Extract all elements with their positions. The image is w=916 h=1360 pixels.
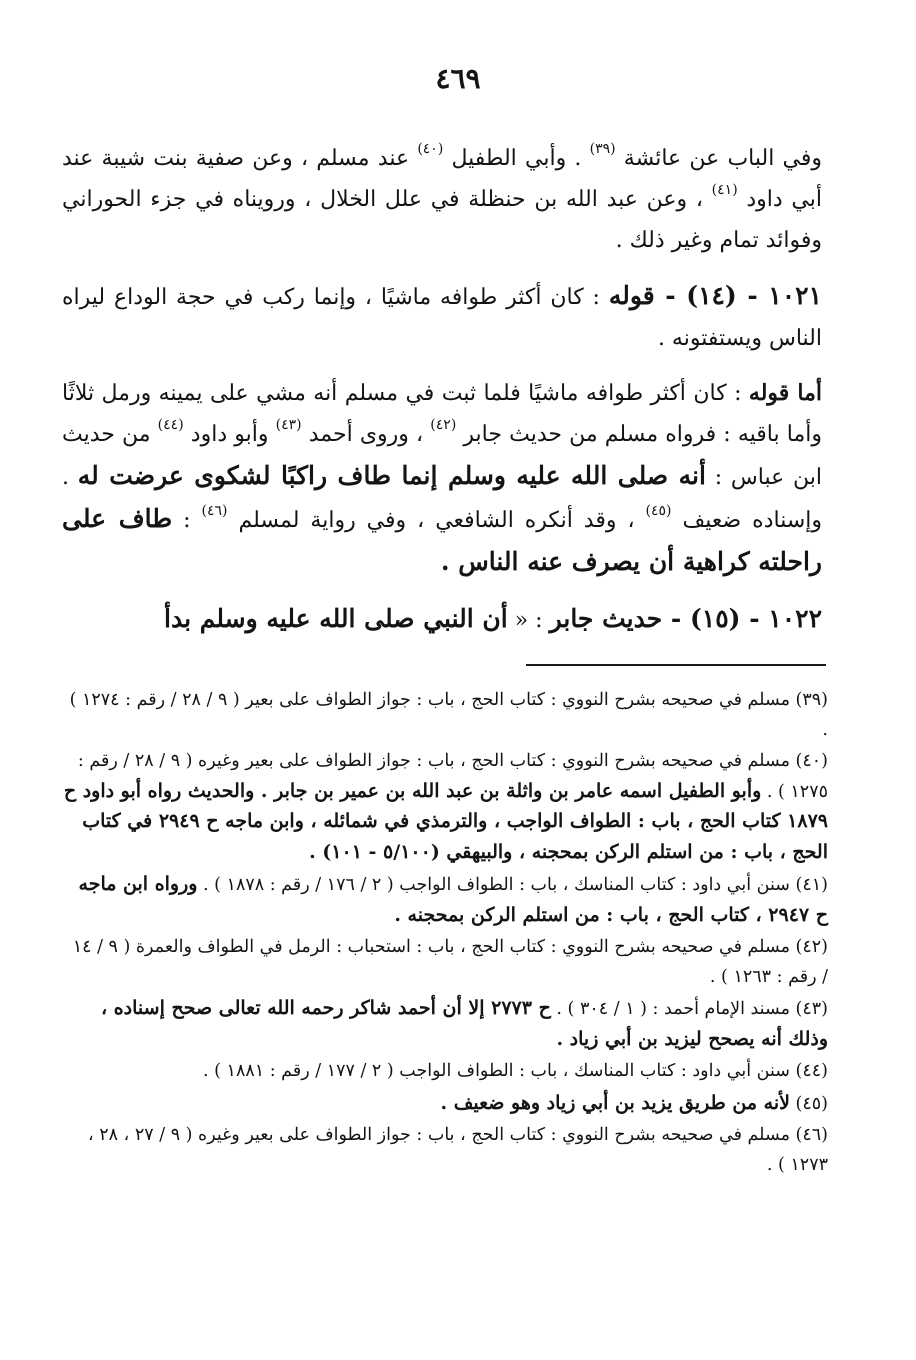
page-number: ٤٦٩ [435, 62, 481, 95]
text-run: . وأبي الطفيل [443, 146, 590, 171]
text-run: : كان أكثر طوافه ماشيًا ، وإنما ركب في حجة الوداع ليراه الناس ويستفتونه . [62, 285, 822, 351]
text-run: عند مسلم ، وعن صفية بنت شيبة عند أبي داود [62, 146, 822, 212]
footnote-id: (٤٥) [795, 1093, 828, 1114]
paragraph-2 [62, 275, 822, 359]
footnote-text: سنن أبي داود : كتاب المناسك ، باب : الطواف الواجب ( ٢ / ١٧٦ / رقم : ١٨٧٨ ) . [197, 875, 790, 895]
footnote-id: (٤٣) [795, 999, 828, 1019]
footnote [62, 933, 828, 992]
footnote-comment: ح ٢٧٧٣ إلا أن أحمد شاكر رحمه الله تعالى صحح إسناده ، وذلك أنه يصحح ليزيد بن أبي زياد . [100, 997, 828, 1050]
footnote-ref[interactable]: (٤٠) [417, 141, 444, 157]
footnote-ref[interactable]: (٤٢) [430, 417, 457, 433]
text-run: : [172, 508, 202, 533]
footnote [62, 1089, 828, 1120]
footnote-text: سنن أبي داود : كتاب المناسك ، باب : الطواف الواجب ( ٢ / ١٧٧ / رقم : ١٨٨١ ) . [203, 1061, 790, 1081]
text-run: : « [507, 608, 550, 633]
footnote-divider [526, 664, 826, 666]
footnote [62, 870, 828, 931]
footnote [62, 994, 828, 1055]
footnote [62, 1057, 828, 1087]
footnote-id: (٤٤) [795, 1061, 828, 1081]
footnote-ref[interactable]: (٤٥) [645, 503, 672, 519]
footnote-text: مسلم في صحيحه بشرح النووي : كتاب الحج ، باب : جواز الطواف على بعير وغيره ( ٩ / ٢٨ / رقم : ١٢٧٥ ) . [77, 751, 828, 802]
footnote-ref[interactable]: (٤٦) [201, 503, 228, 519]
hadith-number: ١٠٢٢ - (١٥) - حديث جابر [549, 604, 822, 633]
lead-phrase: أما قوله [748, 380, 822, 406]
text-run: ، وروى أحمد [301, 422, 431, 447]
paragraph-4 [62, 598, 822, 641]
footnote-id: (٣٩) [795, 690, 828, 710]
hadith-number: ١٠٢١ - (١٤) - قوله [608, 281, 822, 310]
paragraph-3 [62, 373, 822, 584]
footnote-id: (٤٢) [795, 937, 828, 957]
text-run: ، وعن عبد الله بن حنظلة في علل الخلال ، ورويناه في جزء الحوراني وفوائد تمام وغير ذلك . [62, 187, 822, 253]
footnote-id: (٤٠) [795, 751, 828, 771]
hadith-quote: أنه صلى الله عليه وسلم إنما طاف راكبًا لشكوى عرضت له [77, 461, 706, 490]
footnote [62, 686, 828, 745]
footnote-text: مسلم في صحيحه بشرح النووي : كتاب الحج ، باب : استحباب : الرمل في الطواف والعمرة ( ٩ / ١٤ / رقم : ١٢٦٣ ) . [72, 937, 828, 987]
text-run: : كان أكثر طوافه ماشيًا فلما ثبت في مسلم أنه مشي على يمينه ورمل ثلاثًا وأما باقيه : فرواه مسلم من حديث جابر [62, 381, 822, 447]
footnote-text: مسلم في صحيحه بشرح النووي : كتاب الحج ، باب : جواز الطواف على بعير وغيره ( ٩ / ٢٧ ، ٢٨ ، ١٢٧٣ ) . [88, 1125, 828, 1175]
footnote-text: مسند الإمام أحمد : ( ١ / ٣٠٤ ) . [550, 999, 790, 1019]
paragraph-1 [62, 138, 822, 261]
footnote [62, 1121, 828, 1180]
text-run: من حديث ابن عباس : [62, 422, 822, 490]
footnote-text: مسلم في صحيحه بشرح النووي : كتاب الحج ، باب : جواز الطواف على بعير ( ٩ / ٢٨ / رقم : ١٢٧٤ ) . [69, 690, 828, 740]
footnote-comment: ورواه ابن ماجه ح ٢٩٤٧ ، كتاب الحج ، باب : من استلم الركن بمحجنه . [78, 873, 828, 926]
footnote-comment: لأنه من طريق يزيد بن أبي زياد وهو ضعيف . [440, 1091, 790, 1114]
footnote-ref[interactable]: (٤٤) [157, 417, 184, 433]
footnote-ref[interactable]: (٣٩) [589, 141, 616, 157]
main-text [62, 138, 822, 655]
hadith-quote: طاف على راحلته كراهية أن يصرف عنه الناس . [62, 504, 822, 576]
hadith-quote: أن النبي صلى الله عليه وسلم بدأ [164, 604, 508, 633]
text-run: وأبو داود [183, 422, 276, 447]
footnote-id: (٤١) [795, 875, 828, 895]
footnote [62, 747, 828, 868]
text-run: ، وقد أنكره الشافعي ، وفي رواية لمسلم [227, 508, 646, 533]
footnote-id: (٤٦) [795, 1125, 828, 1145]
text-run: . وإسناده ضعيف [62, 465, 823, 533]
footnotes [62, 686, 828, 1182]
text-run: وفي الباب عن عائشة [615, 146, 822, 171]
footnote-ref[interactable]: (٤١) [711, 182, 738, 198]
footnote-ref[interactable]: (٤٣) [275, 417, 302, 433]
footnote-comment: وأبو الطفيل اسمه عامر بن واثلة بن عبد الله بن عمير بن جابر . والحديث رواه أبو داود ح ١٨٧٩ كتاب الحج ، باب : الطواف الواجب ، والترمذي في شمائله ، وابن ماجه ح ٢٩٤٩ في كتاب الحج ، باب : من استلم الركن بمحجنه ، والبيهقي (٥/١٠٠ - ١٠١) . [63, 779, 828, 863]
